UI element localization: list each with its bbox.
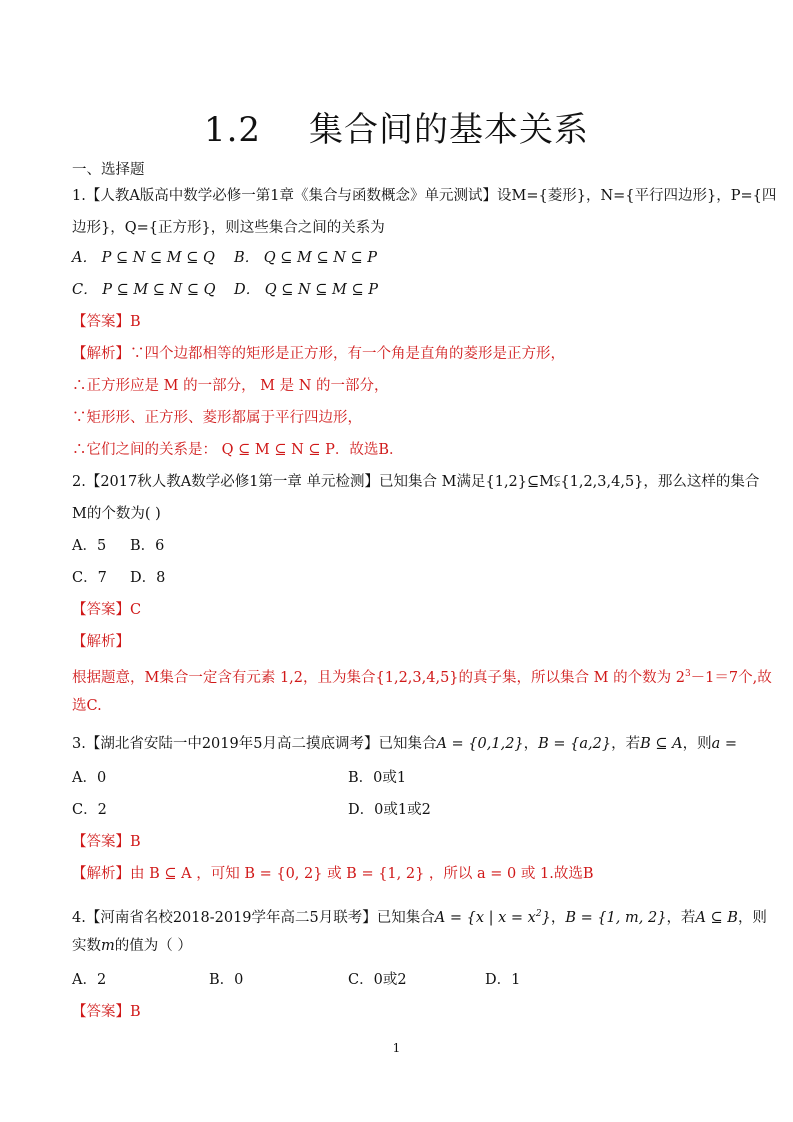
page-number: 1 — [392, 1041, 401, 1055]
q4-word-if: ，若 — [666, 910, 696, 926]
q4-option-b: B．0 — [209, 972, 244, 988]
q3-set-b: B = {a,2} — [538, 736, 612, 752]
q4-stem-line2 — [72, 936, 192, 956]
q4-variable-m: m — [101, 938, 115, 954]
q1-answer-value: B — [130, 314, 141, 330]
q3-explanation — [72, 864, 594, 884]
q3-option-b: B．0或1 — [348, 770, 407, 786]
q4-option-d: D．1 — [485, 972, 521, 988]
q1-explanation-line1 — [72, 344, 565, 364]
q2-option-b: B．6 — [130, 538, 165, 554]
q1-explanation-line2: ∴正方形应是 M 的一部分， M 是 N 的一部分， — [72, 378, 389, 394]
q3-ask: a = — [711, 736, 738, 752]
q2-expl-exponent: 3 — [684, 669, 691, 679]
q4-stem-text: 4.【河南省名校2018-2019学年高二5月联考】已知集合 — [72, 910, 435, 926]
title-text: 集合间的基本关系 — [309, 110, 590, 150]
q3-stem: 3.【湖北省安陆一中2019年5月高二摸底调考】已知集合A = {0,1,2}，B = {a,2}，若B ⊆ A，则a = — [72, 736, 738, 752]
q1-option-c: C． P ⊆ M ⊆ N ⊆ Q — [72, 282, 216, 298]
q1-option-b: B． Q ⊆ M ⊆ N ⊆ P — [234, 250, 378, 266]
q3-answer-value: B — [130, 834, 141, 850]
q2-answer — [72, 600, 141, 620]
section-heading: 一、选择题 — [72, 162, 145, 178]
q1-stem-line1: 1.【人教A版高中数学必修一第1章《集合与函数概念》单元测试】设M={菱形}，N={平行四边形}，P={四 — [72, 188, 777, 204]
q1-option-d: D． Q ⊆ N ⊆ M ⊆ P — [234, 282, 379, 298]
q3-set-a: A = {0,1,2} — [436, 736, 524, 752]
q3-word-then: ，则 — [682, 736, 712, 752]
q2-explanation-line1 — [72, 664, 772, 688]
q1-stem-line2: 边形}，Q={正方形}，则这些集合之间的关系为 — [72, 220, 385, 236]
q4-answer-tag: 【答案】 — [72, 1004, 130, 1020]
q2-explanation-tag: 【解析】 — [72, 634, 130, 650]
q3-word-if: ，若 — [611, 736, 641, 752]
q1-explanation-line4: ∴它们之间的关系是： Q ⊆ M ⊆ N ⊆ P．故选B． — [72, 442, 404, 458]
page-title — [0, 102, 793, 151]
q4-stem-line1: 4.【河南省名校2018-2019学年高二5月联考】已知集合A = {x | $x = x^2$}，B = {1, m, 2}，若A ⊆ B，则 — [72, 909, 767, 926]
q3-stem-text: 3.【湖北省安陆一中2019年5月高二摸底调考】已知集合 — [72, 736, 437, 752]
q2-expl-text1a: 根据题意，M集合一定含有元素 1,2，且为集合{1,2,3,4,5}的真子集，所以集合 M 的个数为 2 — [72, 670, 685, 686]
q1-explanation-line3: ∵矩形形、正方形、菱形都属于平行四边形， — [72, 410, 362, 426]
q1-answer — [72, 312, 141, 332]
q2-stem-line2: M的个数为( ) — [72, 506, 161, 522]
q2-stem-line1: 2.【2017秋人教A数学必修1第一章 单元检测】已知集合 M满足{1,2}⊆M⫋{1,2,3,4,5}，那么这样的集合 — [72, 474, 760, 490]
q4-option-c: C．0或2 — [348, 972, 407, 988]
q4-option-a: A．2 — [72, 972, 107, 988]
q2-answer-tag: 【答案】 — [72, 602, 130, 618]
q3-option-a: A．0 — [72, 770, 107, 786]
q4-word-then: ，则 — [737, 910, 767, 926]
q4-condition: A ⊆ B — [695, 910, 738, 926]
q2-option-c: C．7 — [72, 570, 107, 586]
q3-expl-tag: 【解析】 — [72, 866, 130, 882]
q2-answer-value: C — [130, 602, 142, 618]
q4-answer — [72, 1002, 141, 1022]
q3-option-d: D．0或1或2 — [348, 802, 431, 818]
q3-option-c: C．2 — [72, 802, 107, 818]
q1-option-a: A． P ⊆ N ⊆ M ⊆ Q — [72, 250, 215, 266]
q2-explanation-line2: 选C. — [72, 698, 102, 714]
q4-answer-value: B — [130, 1004, 141, 1020]
q3-answer-tag: 【答案】 — [72, 834, 130, 850]
q4-stem-text2a: 实数 — [72, 938, 101, 954]
q3-expl-text: 由 B ⊆ A ，可知 B = {0, 2} 或 B = {1, 2} ，所以 a = 0 或 1.故选B — [130, 866, 594, 882]
q2-expl-text1b: －1＝7个,故 — [690, 670, 772, 686]
q3-answer — [72, 832, 141, 852]
q4-set-a: A = {x | $x = x^2$} — [434, 909, 551, 926]
q3-condition: B ⊆ A — [640, 736, 683, 752]
q2-option-a: A．5 — [72, 538, 107, 554]
q1-expl-text1: ∵四个边都相等的矩形是正方形，有一个角是直角的菱形是正方形， — [130, 346, 565, 362]
q1-expl-tag: 【解析】 — [72, 346, 130, 362]
title-number: 1.2 — [203, 110, 262, 150]
q1-answer-tag: 【答案】 — [72, 314, 130, 330]
q2-option-d: D．8 — [130, 570, 166, 586]
q4-set-b: B = {1, m, 2} — [565, 910, 667, 926]
q4-stem-text2b: 的值为（ ） — [114, 938, 192, 954]
